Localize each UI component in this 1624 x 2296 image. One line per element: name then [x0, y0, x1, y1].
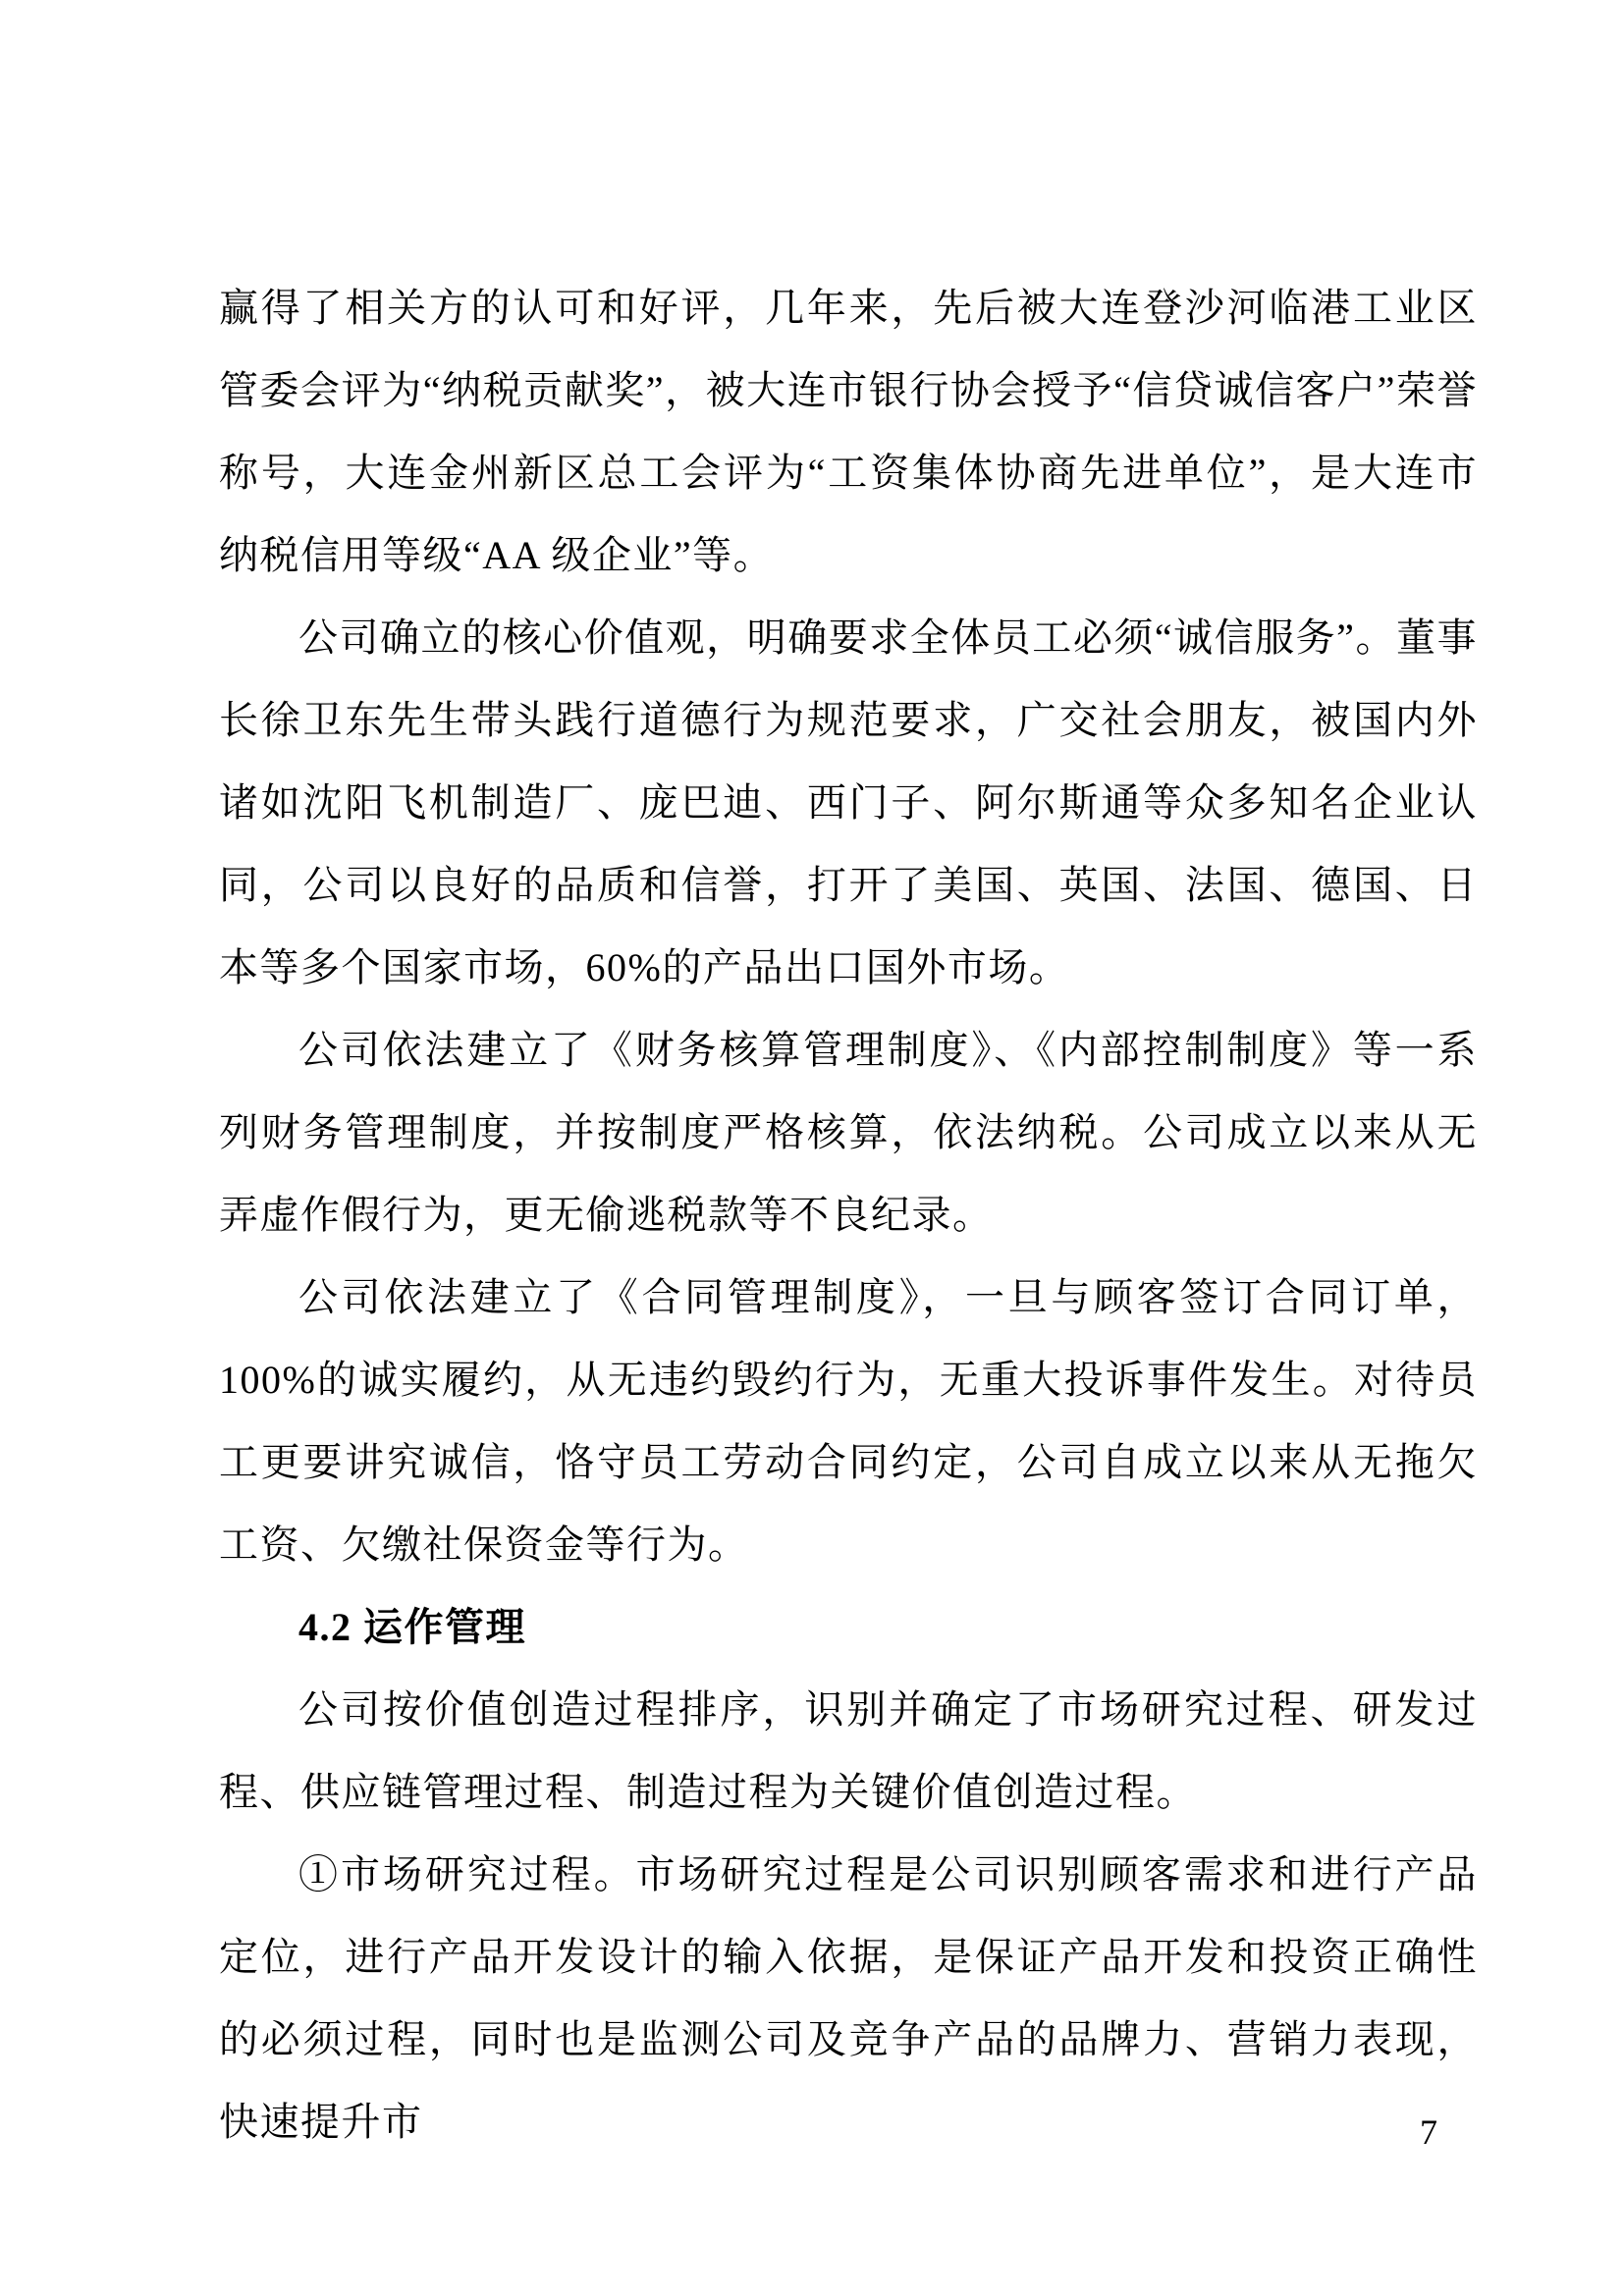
- page-number: 7: [1420, 2112, 1437, 2152]
- paragraph-contract-management: 公司依法建立了《合同管理制度》，一旦与顾客签订合同订单，100%的诚实履约，从无违约毁约行为，无重大投诉事件发生。对待员工更要讲究诚信，恪守员工劳动合同约定，公司自成立以来从无拖欠工资、欠缴社保资金等行为。: [219, 1275, 1478, 1567]
- paragraph-awards-continuation: 赢得了相关方的认可和好评，几年来，先后被大连登沙河临港工业区管委会评为“纳税贡献奖”，被大连市银行协会授予“信贷诚信客户”荣誉称号，大连金州新区总工会评为“工资集体协商先进单位”，是大连市纳税信用等级“AA 级企业”等。: [219, 286, 1478, 577]
- paragraph-financial-systems: 公司依法建立了《财务核算管理制度》、《内部控制制度》等一系列财务管理制度，并按制度严格核算，依法纳税。公司成立以来从无弄虚作假行为，更无偷逃税款等不良纪录。: [219, 1028, 1478, 1237]
- paragraph-value-creation-processes: 公司按价值创造过程排序，识别并确定了市场研究过程、研发过程、供应链管理过程、制造过程为关键价值创造过程。: [219, 1687, 1478, 1814]
- paragraph-core-values: 公司确立的核心价值观，明确要求全体员工必须“诚信服务”。董事长徐卫东先生带头践行道德行为规范要求，广交社会朋友，被国内外诸如沈阳飞机制造厂、庞巴迪、西门子、阿尔斯通等众多知名企业认同，公司以良好的品质和信誉，打开了美国、英国、法国、德国、日本等多个国家市场，60%的产品出口国外市场。: [219, 615, 1478, 989]
- paragraph-market-research-process: ①市场研究过程。市场研究过程是公司识别顾客需求和进行产品定位，进行产品开发设计的输入依据，是保证产品开发和投资正确性的必须过程，同时也是监测公司及竞争产品的品牌力、营销力表现，快速提升市: [219, 1852, 1478, 2144]
- section-heading-4-2: 4.2 运作管理: [298, 1605, 526, 1649]
- page-footer: [1375, 2109, 1483, 2156]
- document-body: [219, 267, 1478, 2163]
